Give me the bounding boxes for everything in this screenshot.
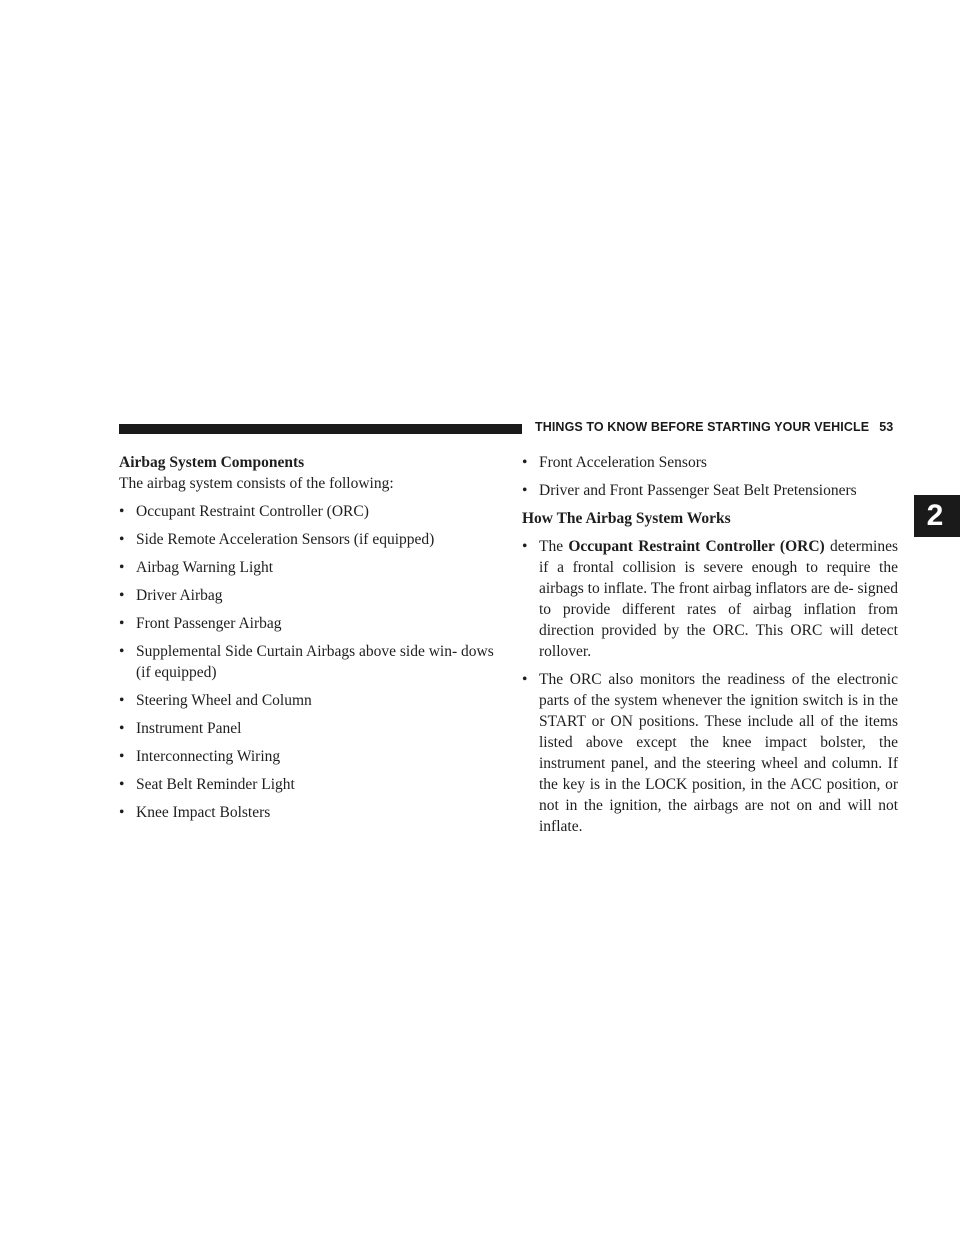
list-item	[119, 802, 495, 823]
list-item	[119, 746, 495, 767]
list-item	[119, 690, 495, 711]
header-rule	[119, 424, 522, 434]
running-header	[535, 420, 893, 434]
bullet-icon: •	[119, 587, 125, 604]
list-item-text: Front Acceleration Sensors	[539, 454, 707, 471]
how-it-works-item	[522, 536, 898, 662]
chapter-tab: 2	[914, 495, 960, 537]
paragraph-text: determines if a frontal collision is severe enough to require the airbags to inflate. The front airbag inflators are de- signed to provide different rates of airbag inflation from direction provided by the ORC. This ORC will detect rollover.	[539, 538, 898, 660]
list-item-text: Airbag Warning Light	[136, 559, 274, 576]
list-item-text: Driver and Front Passenger Seat Belt Pretensioners	[539, 482, 857, 499]
bullet-icon: •	[522, 671, 528, 688]
list-item	[119, 774, 495, 795]
bullet-icon: •	[522, 482, 528, 499]
bullet-icon: •	[119, 804, 125, 821]
list-item-text: Side Remote Acceleration Sensors (if equipped)	[136, 531, 435, 548]
paragraph-text: The ORC also monitors the readiness of the electronic parts of the system whenever the ignition switch is in the START or ON positions. These include all of the items listed above except the knee impact bolster, the instrument panel, and the steering wheel and column. If the key is in the LOCK position, in the ACC position, or not in the ignition, the airbags are not on and will not inflate.	[539, 671, 898, 835]
components-list-continued	[522, 452, 898, 501]
list-item	[119, 718, 495, 739]
bullet-icon: •	[119, 748, 125, 765]
header-title: THINGS TO KNOW BEFORE STARTING YOUR VEHICLE	[535, 420, 870, 434]
list-item	[119, 641, 495, 683]
list-item-text: Front Passenger Airbag	[136, 615, 282, 632]
list-item-text: Driver Airbag	[136, 587, 223, 604]
bold-term: Occupant Restraint Controller (ORC)	[568, 538, 825, 555]
how-it-works-item	[522, 669, 898, 837]
list-item-text: Supplemental Side Curtain Airbags above side win- dows (if equipped)	[136, 643, 494, 681]
page-number: 53	[879, 420, 894, 434]
section-heading-how-it-works: How The Airbag System Works	[522, 510, 731, 527]
list-item	[119, 529, 495, 550]
list-item	[119, 585, 495, 606]
list-item-text: Steering Wheel and Column	[136, 692, 312, 709]
list-item-text: Instrument Panel	[136, 720, 242, 737]
list-item	[522, 480, 898, 501]
list-item-text: Knee Impact Bolsters	[136, 804, 271, 821]
components-list	[119, 501, 495, 823]
bullet-icon: •	[119, 776, 125, 793]
list-item	[119, 557, 495, 578]
bullet-icon: •	[119, 720, 125, 737]
bullet-icon: •	[522, 538, 528, 555]
list-item	[119, 613, 495, 634]
right-column	[522, 452, 898, 844]
left-column	[119, 452, 495, 830]
list-item-text: Occupant Restraint Controller (ORC)	[136, 503, 369, 520]
bullet-icon: •	[119, 615, 125, 632]
section-heading-components: Airbag System Components	[119, 454, 305, 471]
list-item-text: Seat Belt Reminder Light	[136, 776, 295, 793]
bullet-icon: •	[119, 531, 125, 548]
list-item-text: Interconnecting Wiring	[136, 748, 281, 765]
list-item	[522, 452, 898, 473]
components-intro: The airbag system consists of the following:	[119, 475, 394, 492]
list-item	[119, 501, 495, 522]
bullet-icon: •	[119, 503, 125, 520]
paragraph-text: The	[539, 538, 569, 555]
how-it-works-list	[522, 536, 898, 837]
bullet-icon: •	[522, 454, 528, 471]
bullet-icon: •	[119, 692, 125, 709]
bullet-icon: •	[119, 643, 125, 660]
bullet-icon: •	[119, 559, 125, 576]
